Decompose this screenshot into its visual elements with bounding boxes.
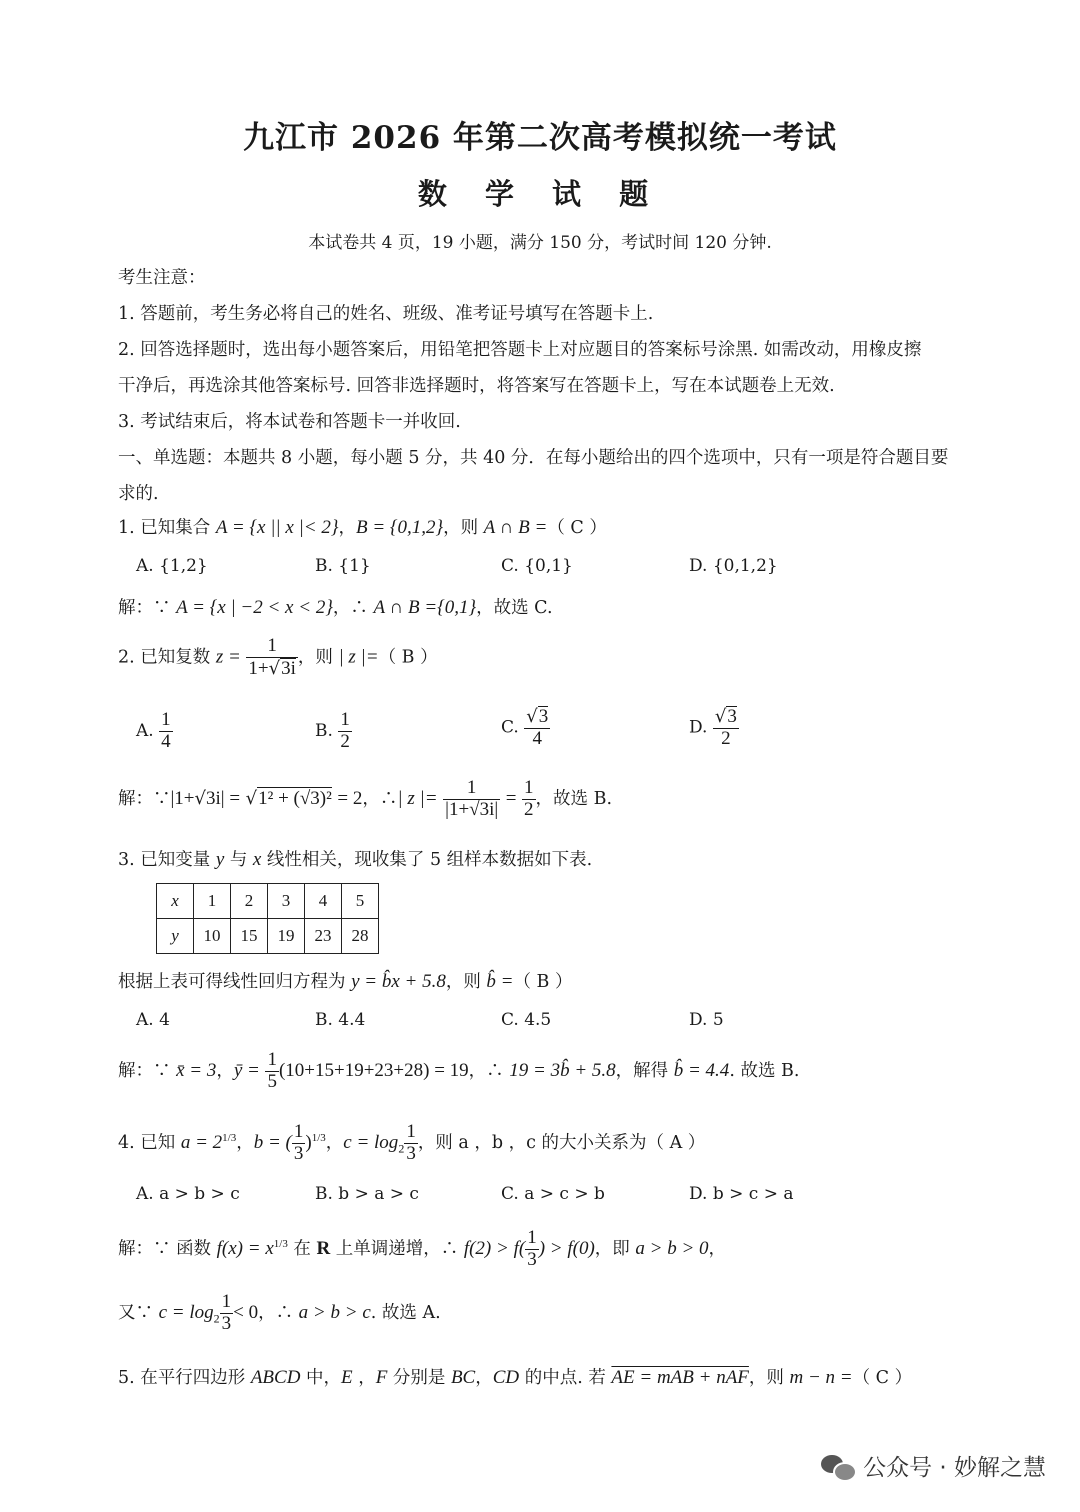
- q3-solution: [118, 1050, 799, 1093]
- q4-option-a: A. a > b > c: [136, 1184, 240, 1204]
- q5-stem-b: 中，: [300, 1368, 342, 1388]
- q4-stem: 4. 已知 $a = 2^{1/3}$，b = ( $\frac{1}{3}$ )$^{1/3}$，$c = \log_2$ $\frac{1}{3}$ ，则 a ，b ，c 的大小关系为（ A ）: [118, 1121, 706, 1164]
- q3-stem-c: 线性相关，现收集了 5 组样本数据如下表.: [261, 850, 593, 870]
- q3-sol-sum: (10+15+19+23+28) = 19: [278, 1059, 469, 1081]
- q3-sol-end: . 故选 B.: [729, 1060, 800, 1081]
- table-cell: 3: [268, 884, 305, 919]
- q3-sol-sep: ，: [216, 1060, 234, 1081]
- q4-sol2-num: 1: [221, 1291, 232, 1312]
- q3-sol-solve: ，解得: [615, 1060, 674, 1081]
- q5-answer: （ C ）: [852, 1368, 913, 1388]
- q4-then: ，则 a ，b ，c 的大小关系为: [417, 1132, 647, 1153]
- q4-a: a = 2: [180, 1131, 223, 1153]
- q3-var-y: y: [215, 849, 225, 870]
- q2-frac-den-b: 3i: [281, 657, 296, 679]
- q3-stem-b: 与: [224, 850, 253, 870]
- q3-option-c: C. 4.5: [501, 1010, 552, 1030]
- q4-b-num: 1: [293, 1121, 304, 1142]
- table-cell: 19: [268, 919, 305, 954]
- q2-solution: [118, 778, 612, 821]
- q4-sol1-num: 1: [527, 1227, 537, 1248]
- table-cell: 1: [194, 884, 231, 919]
- q4-option-b: B. b > a > c: [315, 1184, 419, 1204]
- q1-stem: 1. 已知集合 A = {x || x |< 2}，B = {0,1,2}，则 A ∩ B =（ C ）: [118, 517, 607, 538]
- q5-e: E: [341, 1367, 353, 1388]
- notice-item-3: 3. 考试结束后，将本试卷和答题卡一并收回.: [118, 412, 461, 432]
- q3-sol-frac-num: 1: [267, 1049, 277, 1070]
- q4-sol2-prefix: 又∵: [118, 1302, 159, 1323]
- q5-cd: CD: [492, 1367, 520, 1388]
- section1-line1: 一、单选题：本题共 8 小题，每小题 5 分，共 40 分．在每小题给出的四个选项中，只有一项是符合题目要: [118, 448, 949, 468]
- q4-sol1-ineq-b: ) > f(0): [538, 1237, 595, 1259]
- q4-b-post: ): [305, 1131, 312, 1153]
- q3-var-x: x: [252, 849, 262, 870]
- q1-option-a: A. {1,2}: [136, 556, 208, 576]
- q2-opt-b-den: 2: [340, 730, 350, 752]
- q4-sol2-c: c = log: [158, 1301, 214, 1323]
- watermark-text: 公众号 · 妙解之慧: [863, 1455, 1046, 1481]
- table-cell: 15: [231, 919, 268, 954]
- q3-sol-prefix: 解：∵: [118, 1060, 177, 1081]
- q4-sol2-result: a > b > c: [298, 1301, 371, 1323]
- q3-sol-xbar: x̄ = 3: [176, 1059, 217, 1081]
- q2-sol-z: | z |=: [397, 787, 438, 809]
- section1-line2: 求的.: [118, 484, 159, 504]
- q2-opt-d-num: 3: [727, 706, 737, 727]
- q2-sol-p4: = 2: [337, 787, 363, 809]
- q2-sol-p2: 3i| =: [206, 787, 241, 809]
- q4-sol1-result: a > b > 0: [635, 1237, 709, 1259]
- table-cell: 23: [305, 919, 342, 954]
- q1-prefix: 1. 已知集合: [118, 518, 216, 538]
- q2-opt-d-den: 2: [713, 728, 739, 750]
- q2-opt-c-num: 3: [538, 706, 549, 727]
- q4-b-den: 3: [293, 1142, 304, 1164]
- q2-sol-res-den: 2: [524, 798, 534, 820]
- q1-sol-main: A = {x | −2 < x < 2}: [176, 597, 333, 618]
- q2-frac-num: 1: [267, 635, 277, 656]
- q2-sol-prefix: 解：∵: [118, 788, 171, 809]
- q2-sol-p1: |1+: [170, 787, 195, 809]
- q2-option-a: [136, 710, 173, 753]
- table-cell-header-y: y: [157, 919, 194, 954]
- q2-opt-c-den: 4: [524, 728, 550, 750]
- q2-opt-b-num: 1: [340, 709, 350, 730]
- q5-stem: 5. 在平行四边形 ABCD 中，E ，F 分别是 BC，CD 的中点. 若 AE = mAB + nAF，则 m − n =（ C ）: [118, 1367, 913, 1388]
- q4-c-sub: 2: [398, 1141, 405, 1156]
- q4-c: c = log: [343, 1131, 399, 1153]
- q3-sol-frac-den: 5: [267, 1070, 277, 1092]
- q3-option-d: D. 5: [689, 1010, 724, 1030]
- q5-stem-d: 的中点. 若: [519, 1368, 612, 1388]
- q1-option-b: B. {1}: [315, 556, 371, 576]
- q3-stem: [118, 846, 592, 871]
- q2-frac-den-a: 1+: [248, 657, 269, 679]
- q2-opt-a-num: 1: [161, 709, 171, 730]
- q1-solution: [118, 594, 553, 619]
- q2-z: z =: [215, 646, 241, 668]
- q3-stem-a: 3. 已知变量: [118, 850, 216, 870]
- table-row: [157, 884, 379, 919]
- q4-c-den: 3: [406, 1142, 416, 1164]
- q1-then: ，则: [443, 518, 484, 538]
- q2-then: ，则: [297, 647, 339, 668]
- q2-answer: （ B ）: [378, 647, 438, 668]
- q3-data-table: [156, 883, 379, 954]
- q2-sol-frac-num: 1: [466, 777, 477, 798]
- q3-regression: [118, 968, 572, 993]
- q1-sol-prefix: 解：∵: [118, 598, 177, 618]
- sqrt-icon: √: [194, 787, 207, 809]
- q5-stem-c: 分别是: [387, 1368, 451, 1388]
- q4-sol1-so: ，即: [594, 1238, 636, 1259]
- q3-option-b: B. 4.4: [315, 1010, 366, 1030]
- q4-answer: （ A ）: [646, 1132, 706, 1153]
- q3-sol-eq: 19 = 3b̂ + 5.8: [509, 1059, 616, 1081]
- q5-f: F: [375, 1367, 388, 1388]
- q4-sol2-end: . 故选 A.: [370, 1302, 441, 1323]
- q5-bc: BC: [450, 1367, 476, 1388]
- q4-sol2-lt: < 0: [233, 1301, 259, 1323]
- q1-option-d: D. {0,1,2}: [689, 556, 778, 576]
- q4-c-num: 1: [406, 1121, 416, 1142]
- q2-prefix: 2. 已知复数: [118, 647, 216, 668]
- table-cell: 2: [231, 884, 268, 919]
- q4-solution-1: [118, 1228, 726, 1271]
- q2-option-d: [689, 706, 739, 750]
- q2-option-c: [501, 706, 550, 750]
- q4-sol1-func: f(x) = x: [216, 1237, 274, 1259]
- q2-fraction: [246, 636, 297, 680]
- q4-sol1-exp: 1/3: [273, 1238, 288, 1251]
- q2-opt-b-label: B.: [315, 720, 333, 741]
- sqrt-icon: √: [526, 706, 538, 727]
- q1-set-a: A = {x || x |< 2}: [215, 517, 339, 538]
- q4-sol2-mid: ，∴: [258, 1302, 299, 1323]
- q2-stem: [118, 636, 438, 680]
- q4-sol1-r: R: [316, 1237, 331, 1259]
- exam-title: 九江市 2026 年第二次高考模拟统一考试: [243, 120, 837, 156]
- q5-ask: m − n =: [789, 1367, 853, 1388]
- q2-sol-eq: =: [505, 787, 517, 809]
- sqrt-icon: √: [714, 706, 727, 727]
- q4-solution-2: [118, 1292, 441, 1335]
- q5-stem-a: 5. 在平行四边形: [118, 1368, 251, 1388]
- q3-sol-mid: ，∴: [468, 1060, 510, 1081]
- exam-intro: 本试卷共 4 页，19 小题，满分 150 分，考试时间 120 分钟.: [308, 233, 772, 253]
- q3-answer: （ B ）: [513, 972, 573, 992]
- q4-option-c: C. a > c > b: [501, 1184, 605, 1204]
- q4-sol1-mid: 在: [287, 1238, 317, 1259]
- q5-vector-eq: AE = mAB + nAF: [611, 1367, 749, 1388]
- notice-item-2b: 干净后，再选涂其他答案标号. 回答非选择题时，将答案写在答题卡上，写在本试题卷上无效.: [118, 376, 835, 396]
- q4-sol2-sub: 2: [213, 1311, 220, 1326]
- notice-item-1: 1. 答题前，考生务必将自己的姓名、班级、准考证号填写在答题卡上.: [118, 304, 654, 324]
- q4-sol2-den: 3: [221, 1312, 232, 1334]
- q4-a-exp: 1/3: [222, 1132, 237, 1145]
- q5-then: ，则: [748, 1368, 790, 1388]
- q4-prefix: 4. 已知: [118, 1132, 181, 1153]
- q4-sol1-prefix: 解：∵ 函数: [118, 1238, 217, 1259]
- q1-answer: （ C ）: [547, 518, 607, 538]
- q2-sol-res-num: 1: [524, 777, 534, 798]
- q4-sol1-den: 3: [527, 1248, 537, 1270]
- q3-reg-prefix: 根据上表可得线性回归方程为: [118, 972, 352, 992]
- q3-option-a: A. 4: [136, 1010, 170, 1030]
- q3-sol-result: b̂ = 4.4: [673, 1059, 730, 1081]
- q4-option-d: D. b > c > a: [689, 1184, 794, 1204]
- q2-opt-d-label: D.: [689, 717, 708, 738]
- q2-opt-c-label: C.: [501, 717, 519, 738]
- q4-b-pre: b = (: [253, 1131, 292, 1153]
- q3-reg-then: ，则: [445, 972, 487, 992]
- q1-ask: A ∩ B =: [483, 517, 548, 538]
- q2-option-b: [315, 710, 352, 753]
- q1-sol-end: ，故选 C.: [476, 598, 553, 618]
- table-cell: 4: [305, 884, 342, 919]
- notice-item-2a: 2. 回答选择题时，选出每小题答案后，用铅笔把答题卡上对应题目的答案标号涂黑. 如需改动，用橡皮擦: [118, 340, 922, 360]
- q1-option-c: C. {0,1}: [501, 556, 573, 576]
- q2-sol-p3: 1² + (√3)²: [258, 787, 332, 809]
- table-row: [157, 919, 379, 954]
- q2-opt-a-label: A.: [136, 720, 154, 741]
- q1-set-b: B = {0,1,2}: [355, 517, 444, 538]
- exam-subtitle: 数 学 试 题: [417, 177, 663, 211]
- sqrt-icon: √: [245, 787, 258, 809]
- sqrt-icon: √: [268, 657, 281, 679]
- q5-abcd: ABCD: [250, 1367, 301, 1388]
- table-cell: 28: [342, 919, 379, 954]
- q2-sol-end: ，故选 B.: [535, 788, 613, 809]
- q1-sol-mid: ，∴: [332, 598, 374, 618]
- notice-heading: 考生注意：: [118, 268, 206, 288]
- table-cell-header-x: x: [157, 884, 194, 919]
- q2-sol-mid: ，∴: [362, 788, 398, 809]
- q3-reg-eq: y = b̂x + 5.8: [351, 971, 446, 992]
- q4-sol1-end: ，: [708, 1238, 727, 1259]
- q5-comma: ，: [352, 1368, 376, 1388]
- q2-opt-a-den: 4: [161, 730, 171, 752]
- q3-reg-ask: b̂ =: [486, 971, 514, 992]
- q2-sol-frac-den: |1+√3i|: [445, 798, 499, 820]
- q4-b-exp: 1/3: [311, 1132, 326, 1145]
- wechat-icon: [821, 1451, 855, 1481]
- q4-sol1-ineq-a: f(2) > f(: [463, 1237, 526, 1259]
- table-cell: 5: [342, 884, 379, 919]
- q2-ask: | z |=: [338, 646, 379, 668]
- q1-sol-result: A ∩ B ={0,1}: [373, 597, 477, 618]
- q3-sol-ybar: ȳ =: [233, 1059, 260, 1081]
- table-cell: 10: [194, 919, 231, 954]
- watermark: [821, 1449, 1046, 1482]
- q4-sol1-mono: 上单调递增，∴: [330, 1238, 464, 1259]
